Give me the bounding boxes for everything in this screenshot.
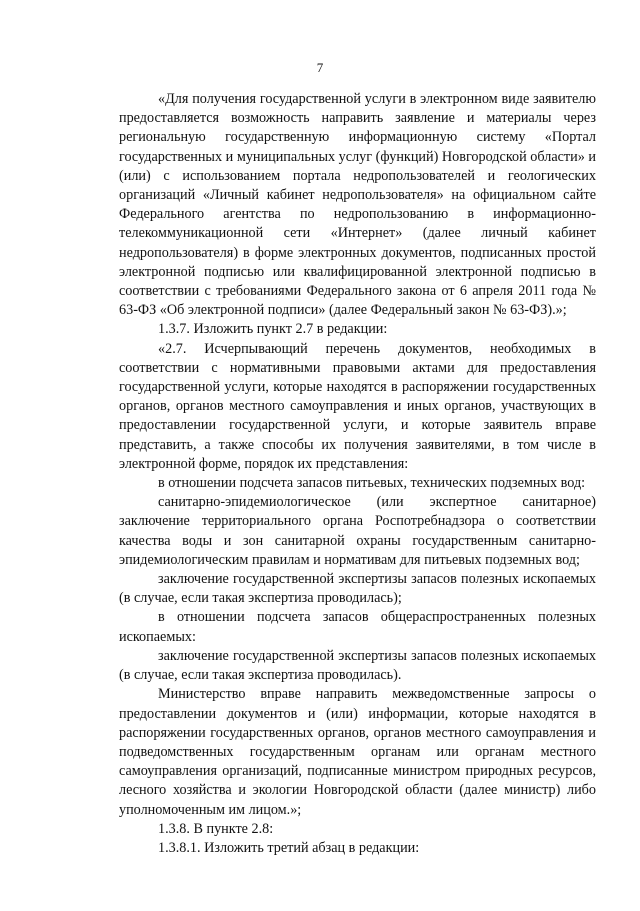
- paragraph-drinking-water: в отношении подсчета запасов питьевых, технических подземных вод:: [158, 475, 586, 492]
- paragraph-1-3-8-1: 1.3.8.1. Изложить третий абзац в редакции:: [158, 839, 420, 856]
- paragraph-expertise-2: заключение государственной экспертизы запасов полезных ископаемых (в случае, если такая экспертиза проводилась).: [119, 647, 596, 684]
- paragraph-1-3-8: 1.3.8. В пункте 2.8:: [158, 820, 274, 837]
- paragraph-2-7: «2.7. Исчерпывающий перечень документов, необходимых в соответствии с нормативными правовыми актами для предоставления государственной услуги, которые находятся в распоряжении государственных органов, органов местного самоуправления и иных органов, участвующих в предоставлении государственной услуги, и которые заявитель вправе представить, а также способы их получения заявителями, в том числе в электронной форме, порядок их представления:: [119, 340, 596, 472]
- paragraph-ministry-requests: Министерство вправе направить межведомственные запросы о предоставлении документов и (или) информации, которые находятся в распоряжении государственных органов, органов местного самоуправления и подведомственных государственным органам или органам местного самоуправления организаций, подписанные министром природных ресурсов, лесного хозяйства и экологии Новгородской области (далее министр) либо уполномоченным им лицом.»;: [119, 686, 596, 818]
- document-body: [119, 90, 596, 858]
- paragraph-common-minerals: в отношении подсчета запасов общераспространенных полезных ископаемых:: [119, 609, 596, 645]
- paragraph-electronic-service: «Для получения государственной услуги в электронном виде заявителю предоставляется возможность направить заявление и материалы через региональную государственную информационную систему «Портал государственных и муниципальных услуг (функций) Новгородской области» и (или) с использованием портала недропользователей и геологических организаций «Личный кабинет недропользователя» на официальном сайте Федерального агентства по недропользованию в информационно-телекоммуникационной сети «Интернет» (далее личный кабинет недропользователя) в форме электронных документов, подписанных простой электронной подписью или квалифицированной электронной подписью в соответствии с требованиями Федерального закона от 6 апреля 2011 года № 63-ФЗ «Об электронной подписи» (далее Федеральный закон № 63-ФЗ).»;: [119, 91, 596, 319]
- page-number: 7: [316, 60, 324, 75]
- paragraph-sanitary-conclusion: санитарно-эпидемиологическое (или экспертное санитарное) заключение территориального органа Роспотребнадзора о соответствии качества воды и зон санитарной охраны государственным санитарно-эпидемиологическим правилам и нормативам для питьевых подземных вод;: [119, 494, 596, 568]
- paragraph-expertise-1: заключение государственной экспертизы запасов полезных ископаемых (в случае, если такая экспертиза проводилась);: [119, 571, 596, 607]
- paragraph-1-3-7: 1.3.7. Изложить пункт 2.7 в редакции:: [158, 321, 388, 338]
